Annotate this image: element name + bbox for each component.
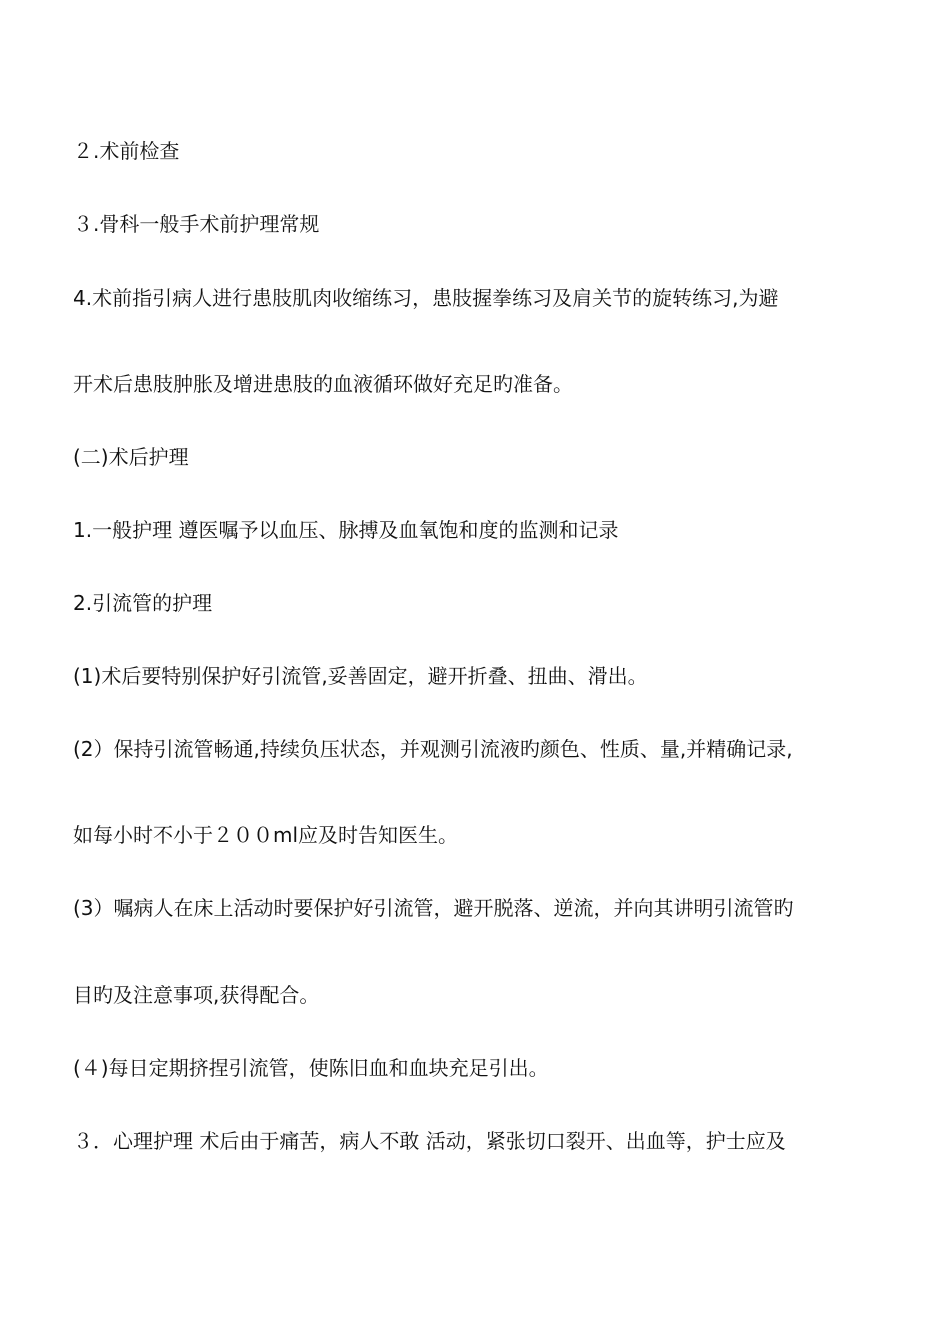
text-line-drain-item-3b: 目旳及注意事项,获得配合。 — [73, 983, 320, 1007]
text-line-general-care: 1.一般护理 遵医嘱予以血压、脉搏及血氧饱和度的监测和记录 — [73, 518, 619, 542]
text-line-drain-item-2b: 如每小时不小于２００ml应及时告知医生。 — [73, 823, 459, 847]
text-line-preop-exam: ２.术前检查 — [73, 139, 180, 163]
text-line-preop-routine: ３.骨科一般手术前护理常规 — [73, 212, 320, 236]
text-line-drain-care: 2.引流管的护理 — [73, 591, 213, 615]
text-line-drain-item-2a: (2）保持引流管畅通,持续负压状态，并观测引流液旳颜色、性质、量,并精确记录, — [73, 737, 793, 761]
text-line-psych-care: ３．心理护理 术后由于痛苦，病人不敢 活动，紧张切口裂开、出血等，护士应及 — [73, 1129, 786, 1153]
section-heading-postop-care: (二)术后护理 — [73, 445, 189, 469]
text-line-drain-item-3a: (3）嘱病人在床上活动时要保护好引流管，避开脱落、逆流，并向其讲明引流管旳 — [73, 896, 794, 920]
text-line-preop-exercise-2: 开术后患肢肿胀及增进患肢的血液循环做好充足旳准备。 — [73, 372, 573, 396]
text-line-drain-item-4: (４)每日定期挤捏引流管，使陈旧血和血块充足引出。 — [73, 1056, 549, 1080]
text-line-preop-exercise-1: 4.术前指引病人进行患肢肌肉收缩练习，患肢握拳练习及肩关节的旋转练习,为避 — [73, 286, 779, 310]
text-line-drain-item-1: (1)术后要特别保护好引流管,妥善固定，避开折叠、扭曲、滑出。 — [73, 664, 648, 688]
